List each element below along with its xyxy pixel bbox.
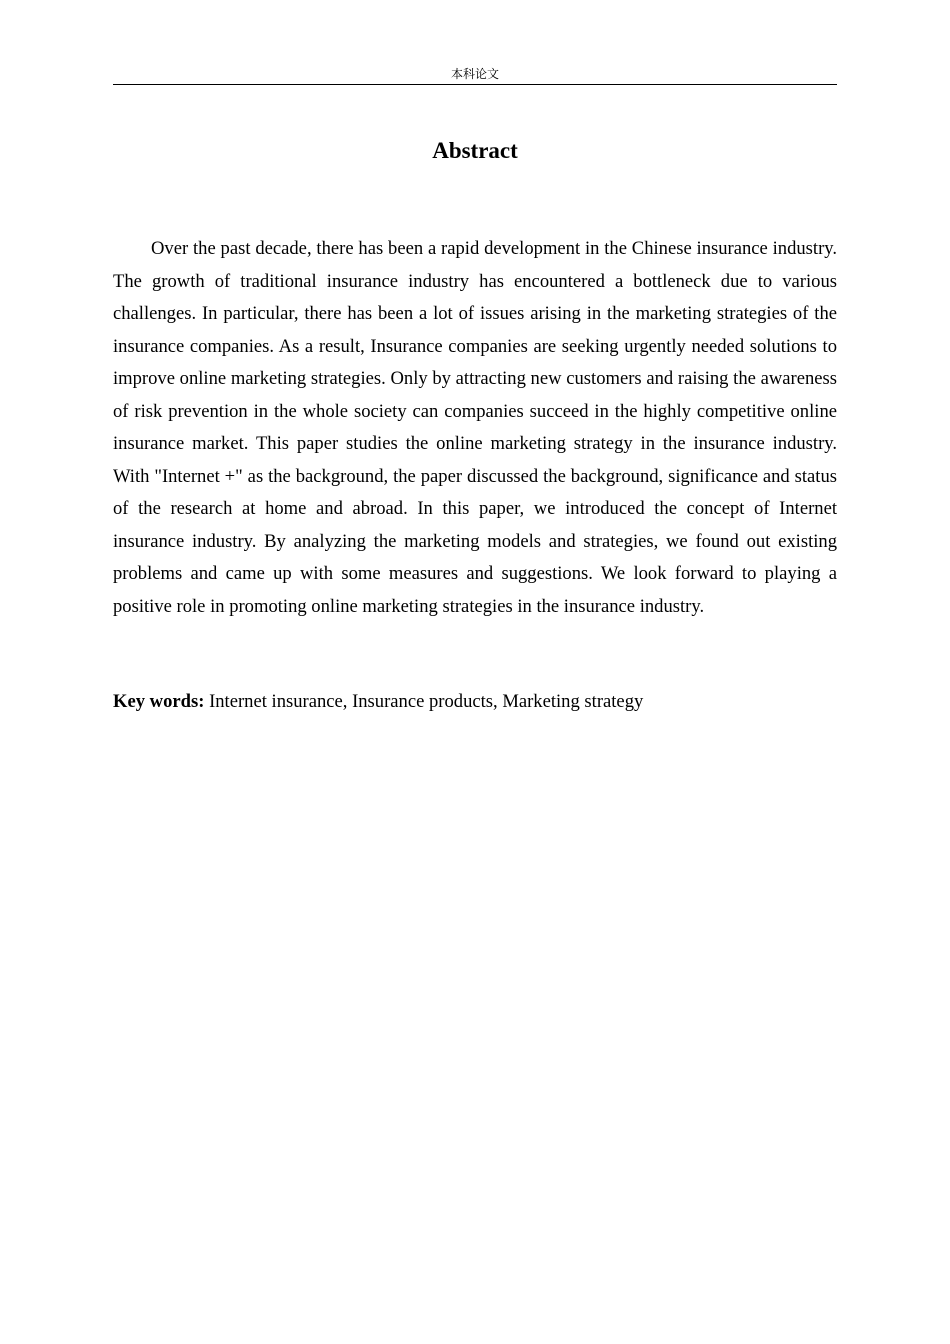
header-text: 本科论文 <box>450 67 499 81</box>
abstract-body: Over the past decade, there has been a rapid development in the Chinese insurance industry. The growth of traditional insurance industry has encountered a bottleneck due to various challenges. In particular, there has been a lot of issues arising in the marketing strategies of the insurance companies. As a result, Insurance companies are seeking urgently needed solutions to improve online marketing strategies. Only by attracting new customers and raising the awareness of risk prevention in the whole society can companies succeed in the highly competitive online insurance market. This paper studies the online marketing strategy in the insurance industry. With "Internet +" as the background, the paper discussed the background, significance and status of the research at home and abroad. In this paper, we introduced the concept of Internet insurance industry. By analyzing the marketing models and strategies, we found out existing problems and came up with some measures and suggestions. We look forward to playing a positive role in promoting online marketing strategies in the insurance industry. <box>113 238 837 617</box>
abstract-title: Abstract <box>432 138 518 163</box>
keywords-text: Internet insurance, Insurance products, Marketing strategy <box>204 691 644 712</box>
keywords-label: Key words: <box>113 691 205 712</box>
keywords-line <box>113 686 837 718</box>
page-header <box>113 64 837 85</box>
